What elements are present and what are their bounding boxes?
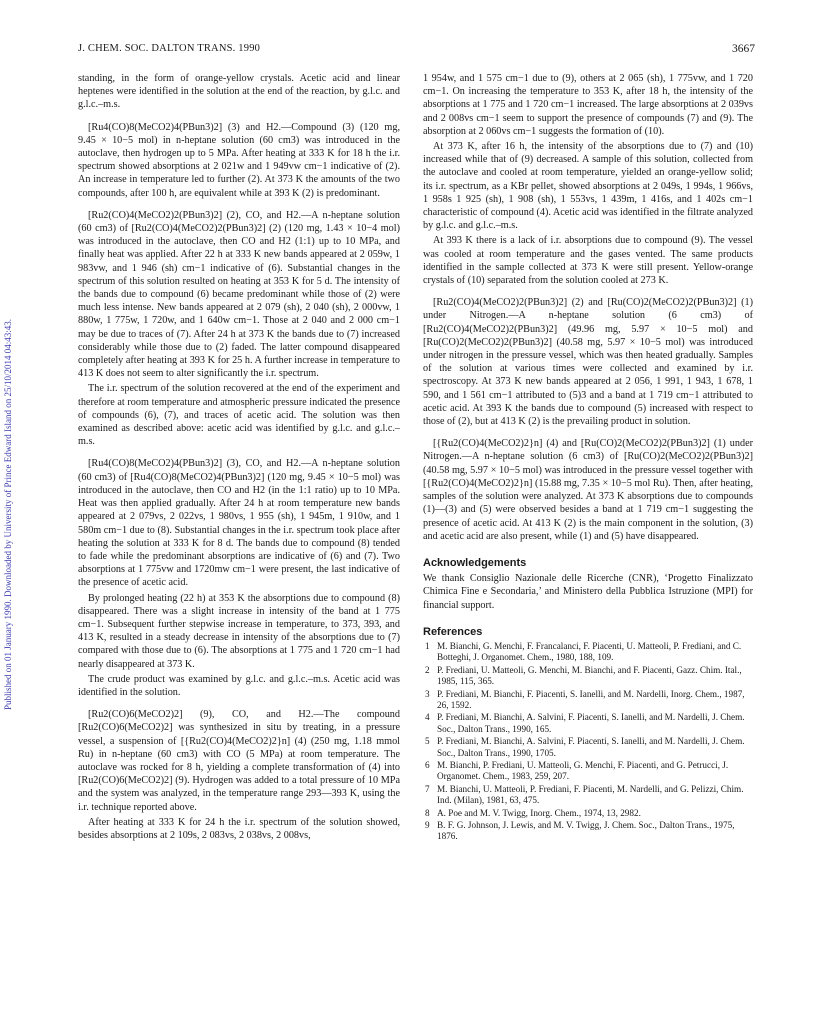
- journal-title: J. CHEM. SOC. DALTON TRANS. 1990: [78, 43, 261, 54]
- right-paragraph-3: [Ru2(CO)4(MeCO2)2(PBun3)2] (2) and [Ru(CO)2(MeCO2)2(PBun3)2] (1) under Nitrogen.—A n-heptane solution (6 cm3) of [Ru2(CO)4(MeCO2)2(PBun3)2] (49.96 mg, 5.97 × 10−5 mol) and [Ru(CO)2(MeCO2)2(PBun3)2] (40.58 mg, 5.97 × 10−5 mol) was introduced under nitrogen in the pressure vessel, which was then heated gradually. Samples of the solution at various times were collected and examined by i.r. spectroscopy. At 373 K new bands appeared at 2 056, 1 991, 1 943, 1 678, 1 590, and 1 561 cm−1 attributed to (5)3 and a band at 1 719 cm−1 attributed to acetic acid. At 393 K the bands due to compound (5) increased with respect to those of (2), but at 413 K (2) is the prevailing product in solution.: [423, 297, 753, 428]
- left-paragraph-5: By prolonged heating (22 h) at 353 K the absorptions due to compound (8) disappeared. There was a slight increase in intensity of the band at 1 775 cm−1. Subsequent further stepwise increase in temperature, to 373, 393, and 413 K, resulted in a steady decrease in intensity of the absorptions due to (7) compared with those due to (6). The absorptions at 1 775 and 1 720 cm−1 had nearly disappeared at 373 K.: [78, 592, 400, 670]
- left-column: [78, 72, 400, 844]
- left-paragraph-0: standing, in the form of orange-yellow crystals. Acetic acid and linear heptenes were identified in the solution at the end of the reaction, by g.l.c. and g.l.c.–m.s.: [78, 73, 400, 111]
- acknowledgements-text: We thank Consiglio Nazionale delle Ricerche (CNR), ‘Progetto Finalizzato Chimica Fine e Secondaria,’ and Ministero della Pubblica Istruzione (MPI) for financial support.: [423, 573, 753, 611]
- running-header: [78, 43, 755, 59]
- reference-item: [423, 808, 753, 819]
- references-heading: References: [423, 625, 483, 638]
- reference-text: A. Poe and M. V. Twigg, Inorg. Chem., 1974, 13, 2982.: [437, 807, 641, 818]
- left-paragraph-8: After heating at 333 K for 24 h the i.r. spectrum of the solution showed, besides absorptions at 2 109s, 2 083vs, 2 038vs, 2 008vs,: [78, 816, 400, 841]
- right-column: [423, 72, 753, 844]
- left-paragraph-3: The i.r. spectrum of the solution recovered at the end of the experiment and therefore at room temperature and atmospheric pressure indicated the presence of compounds (6), (7), and traces of acetic acid. The solution was then examined as described above: acetic acid was identified by g.l.c. and g.l.c.–m.s.: [78, 383, 400, 448]
- right-paragraph-1: At 373 K, after 16 h, the intensity of the absorptions due to (7) and (10) increased while that of (9) decreased. A sample of this solution, collected from the autoclave and cooled at room temperature, yielded an orange-yellow solid; its i.r. spectrum, as a KBr pellet, showed absorptions at 2 049s, 1 994s, 1 966vs, 1 958s 1 925 (sh), 1 908 (sh), 1 553vs, 1 439m, 1 416s, and 1 402s cm−1 characteristic of compound (4). Acetic acid was identified in the filtrate analyzed by g.l.c. and g.l.c.–m.s.: [423, 141, 753, 232]
- reference-text: P. Frediani, M. Bianchi, A. Salvini, F. Piacenti, S. Ianelli, and M. Nardelli, J. Chem. Soc., Dalton Trans., 1990, 1705.: [437, 736, 745, 758]
- reference-text: M. Bianchi, P. Frediani, U. Matteoli, G. Menchi, F. Piacenti, and G. Petrucci, J. Organomet. Chem., 1983, 259, 207.: [437, 759, 729, 782]
- right-paragraph-2: At 393 K there is a lack of i.r. absorptions due to compound (9). The vessel was cooled at room temperature and the gases vented. The same products identified in the sample collected at 373 K were still present. Yellow-orange crystals of (10) separated from the solution cooled at 273 K.: [423, 235, 753, 287]
- right-paragraph-0: 1 954w, and 1 575 cm−1 due to (9), others at 2 065 (sh), 1 775vw, and 1 720 cm−1. On increasing the temperature to 353 K, after 18 h, the intensity of the absorptions at 1 775 and 1 720 cm−1 increased. The large absorptions at 2 039vs and 2 008vs cm−1 seem to support the presence of compounds (7) and (9). The absorption at 2 060vs cm−1 suggests the formation of (10).: [423, 73, 753, 137]
- right-paragraph-4: [{Ru2(CO)4(MeCO2)2}n] (4) and [Ru(CO)2(MeCO2)2(PBun3)2] (1) under Nitrogen.—A n-heptane solution (6 cm3) of [Ru(CO)2(MeCO2)2(PBun3)2] (40.58 mg, 5.97 × 10−5 mol) was introduced in the pressure vessel together with [{Ru2(CO)4(MeCO2)2}n] (15.88 mg, 7.35 × 10−5 mol Ru). Then, after heating, samples of the solution were analyzed. At 373 K absorptions due to compounds (1)—(3) and (5) were observed besides a band at 1 719 cm−1 suggesting the presence of acetic acid. At 413 K (2) is the main component in the solution, (3) and acetic acid are also present, while (1) and (5) have disappeared.: [423, 438, 753, 542]
- reference-text: P. Frediani, M. Bianchi, A. Salvini, F. Piacenti, S. Ianelli, and M. Nardelli, J. Chem. Soc., Dalton Trans., 1990, 165.: [437, 712, 745, 734]
- reference-item: [423, 665, 753, 688]
- left-paragraph-7: [Ru2(CO)6(MeCO2)2] (9), CO, and H2.—The compound [Ru2(CO)6(MeCO2)2] was synthesized in situ by treating, in a pressure vessel, a suspension of [{Ru2(CO)4(MeCO2)2}n] (4) (250 mg, 1.18 mmol Ru) in n-heptane (60 cm3) with CO (5 MPa) at room temperature. The autoclave was rocked for 8 h, yielding a complete transformation of (4) into [Ru2(CO)6(MeCO2)2] (9). Hydrogen was added to a total pressure of 10 MPa and the system was analyzed, in the temperature range 293—393 K, using the i.r. technique reported above.: [78, 709, 400, 813]
- page-number: 3667: [732, 43, 755, 55]
- reference-number: 9: [425, 820, 430, 831]
- left-paragraph-1: [Ru4(CO)8(MeCO2)4(PBun3)2] (3) and H2.—Compound (3) (120 mg, 9.45 × 10−5 mol) in n-heptane solution (60 cm3) was introduced in the autoclave, then hydrogen up to 5 MPa. After heating at 333 K for 18 h the i.r. spectrum showed absorptions at 2 021w and 1 949vw cm−1 indicative of (2). An increase in temperature led to further (2). At 373 K the amounts of the two compounds, after 100 h, are equivalent while at 393 K (2) is predominant.: [78, 121, 400, 199]
- download-watermark-sidebar: Published on 01 January 1990. Downloaded by University of Prince Edward Island on 25/10/2014 04:43:43.: [3, 319, 13, 711]
- reference-number: 1: [425, 640, 430, 651]
- reference-item: [423, 689, 753, 712]
- reference-number: 2: [425, 664, 430, 675]
- reference-item: [423, 641, 753, 664]
- reference-item: [423, 736, 753, 759]
- left-paragraph-6: The crude product was examined by g.l.c. and g.l.c.–m.s. Acetic acid was identified in the solution.: [78, 673, 400, 698]
- acknowledgements-heading: Acknowledgements: [423, 556, 527, 569]
- reference-number: 4: [425, 712, 430, 723]
- reference-text: P. Frediani, U. Matteoli, G. Menchi, M. Bianchi, and F. Piacenti, Gazz. Chim. Ital., 1985, 115, 365.: [437, 664, 742, 687]
- reference-item: [423, 784, 753, 807]
- reference-item: [423, 760, 753, 783]
- reference-text: B. F. G. Johnson, J. Lewis, and M. V. Twigg, J. Chem. Soc., Dalton Trans., 1975, 1876.: [437, 820, 735, 842]
- references-list: [423, 641, 753, 843]
- reference-item: [423, 712, 753, 735]
- reference-number: 8: [425, 807, 430, 818]
- reference-item: [423, 820, 753, 843]
- reference-text: M. Bianchi, G. Menchi, F. Francalanci, F. Piacenti, U. Matteoli, P. Frediani, and C. Botteghi, J. Organomet. Chem., 1980, 188, 109.: [437, 640, 742, 663]
- reference-number: 5: [425, 736, 430, 747]
- left-paragraph-2: [Ru2(CO)4(MeCO2)2(PBun3)2] (2), CO, and H2.—A n-heptane solution (60 cm3) of [Ru2(CO)4(MeCO2)2(PBun3)2] (2) (120 mg, 1.43 × 10−4 mol) was introduced in the autoclave, then CO and H2 (1:1) up to 10 MPa, and finally heat was applied. After 22 h at 333 K new bands appeared at 2 059w, 1 983vw, and 1 946 (sh) cm−1 indicative of (6). Substantial changes in the spectrum of this solution resulted on heating at 353 K for 5 d. The intensity of the bands due to compound (6) became predominant while those of (2) were much less intense. New bands appeared at 2 079 (sh), 2 040 (sh), 2 000vw, 1 880w, 1 775w, 1 720w, and 1 640w cm−1. Those at 2 040 and 2 000 cm−1 may be due to traces of (7). After 24 h at 373 K the bands due to (7) increased considerably while those due to (2) faded. The latter compound disappeared completely after heating at 393 K for 25 h. A further increase in temperature to 413 K does not seem to alter significantly the i.r. spectrum.: [78, 209, 400, 380]
- reference-number: 6: [425, 759, 430, 770]
- reference-text: P. Frediani, M. Bianchi, F. Piacenti, S. Ianelli, and M. Nardelli, Inorg. Chem., 1987, 26, 1592.: [437, 688, 745, 710]
- left-paragraph-4: [Ru4(CO)8(MeCO2)4(PBun3)2] (3), CO, and H2.—A n-heptane solution (60 cm3) of [Ru4(CO)8(MeCO2)4(PBun3)2] (120 mg, 9.45 × 10−5 mol) was introduced in the autoclave, then CO and H2 (in the 1:1 ratio) up to 10 MPa. Heat was then applied gradually. After 24 h at room temperature new bands appeared at 2 079vs, 2 022vs, 1 980vs, 1 955 (sh), 1 945m, 1 910w, and 1 580m cm−1 due to (8). Substantial changes in the i.r. spectrum took place after heating the solution at 333 K for 8 d. The bands due to compound (8) tended to fade while the predominant absorptions are indicative of (6) and (7). Two absorptions at 1 775vw and 1720mw cm−1 were present, the last indicative of the presence of acetic acid.: [78, 458, 400, 589]
- reference-text: M. Bianchi, U. Matteoli, P. Frediani, F. Piacenti, M. Nardelli, and G. Pelizzi, Chim. Ind. (Milan), 1981, 63, 475.: [437, 783, 744, 806]
- reference-number: 7: [425, 783, 430, 794]
- reference-number: 3: [425, 688, 430, 699]
